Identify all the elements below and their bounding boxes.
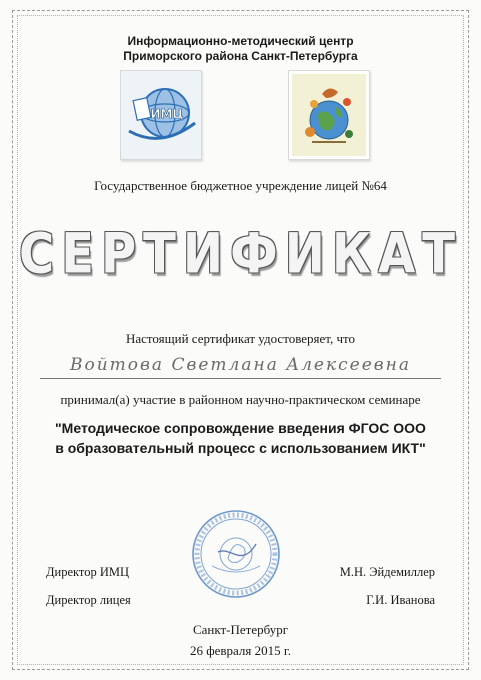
official-stamp-icon — [190, 508, 282, 600]
imc-logo-text: ИМЦ — [150, 107, 184, 121]
imc-globe-logo-icon — [121, 71, 201, 159]
city: Санкт-Петербург — [192, 622, 289, 637]
director-lyceum-name: Г.И. Иванова — [366, 593, 435, 607]
director-lyceum-label: Директор лицея — [46, 593, 131, 607]
seminar-line-1: "Методическое сопровождение введения ФГОС ООО — [55, 420, 426, 436]
director-imc-name: М.Н. Эйдемиллер — [339, 565, 435, 579]
school-name: Государственное бюджетное учреждение лицей №64 — [94, 178, 387, 193]
issue-date: 26 февраля 2015 г. — [189, 643, 292, 658]
certifies-text: Настоящий сертификат удостоверяет, что — [125, 331, 356, 346]
issuer-heading — [0, 34, 481, 64]
school-globe-emblem-icon — [292, 74, 366, 156]
issuer-line-1: Информационно-методический центр — [127, 34, 354, 48]
imc-logo — [120, 70, 202, 160]
school-emblem — [288, 70, 370, 160]
director-imc-label: Директор ИМЦ — [46, 565, 130, 579]
seminar-title — [0, 418, 481, 458]
participation-text: принимал(а) участие в районном научно-практическом семинаре — [60, 392, 421, 407]
recipient-name: Войтова Светлана Алексеевна — [40, 354, 441, 379]
issuer-line-2: Приморского района Санкт-Петербурга — [123, 49, 358, 63]
seminar-line-2: в образовательный процесс с использованием ИКТ" — [55, 440, 426, 456]
certificate-title: СЕРТИФИКАТ — [18, 222, 462, 287]
